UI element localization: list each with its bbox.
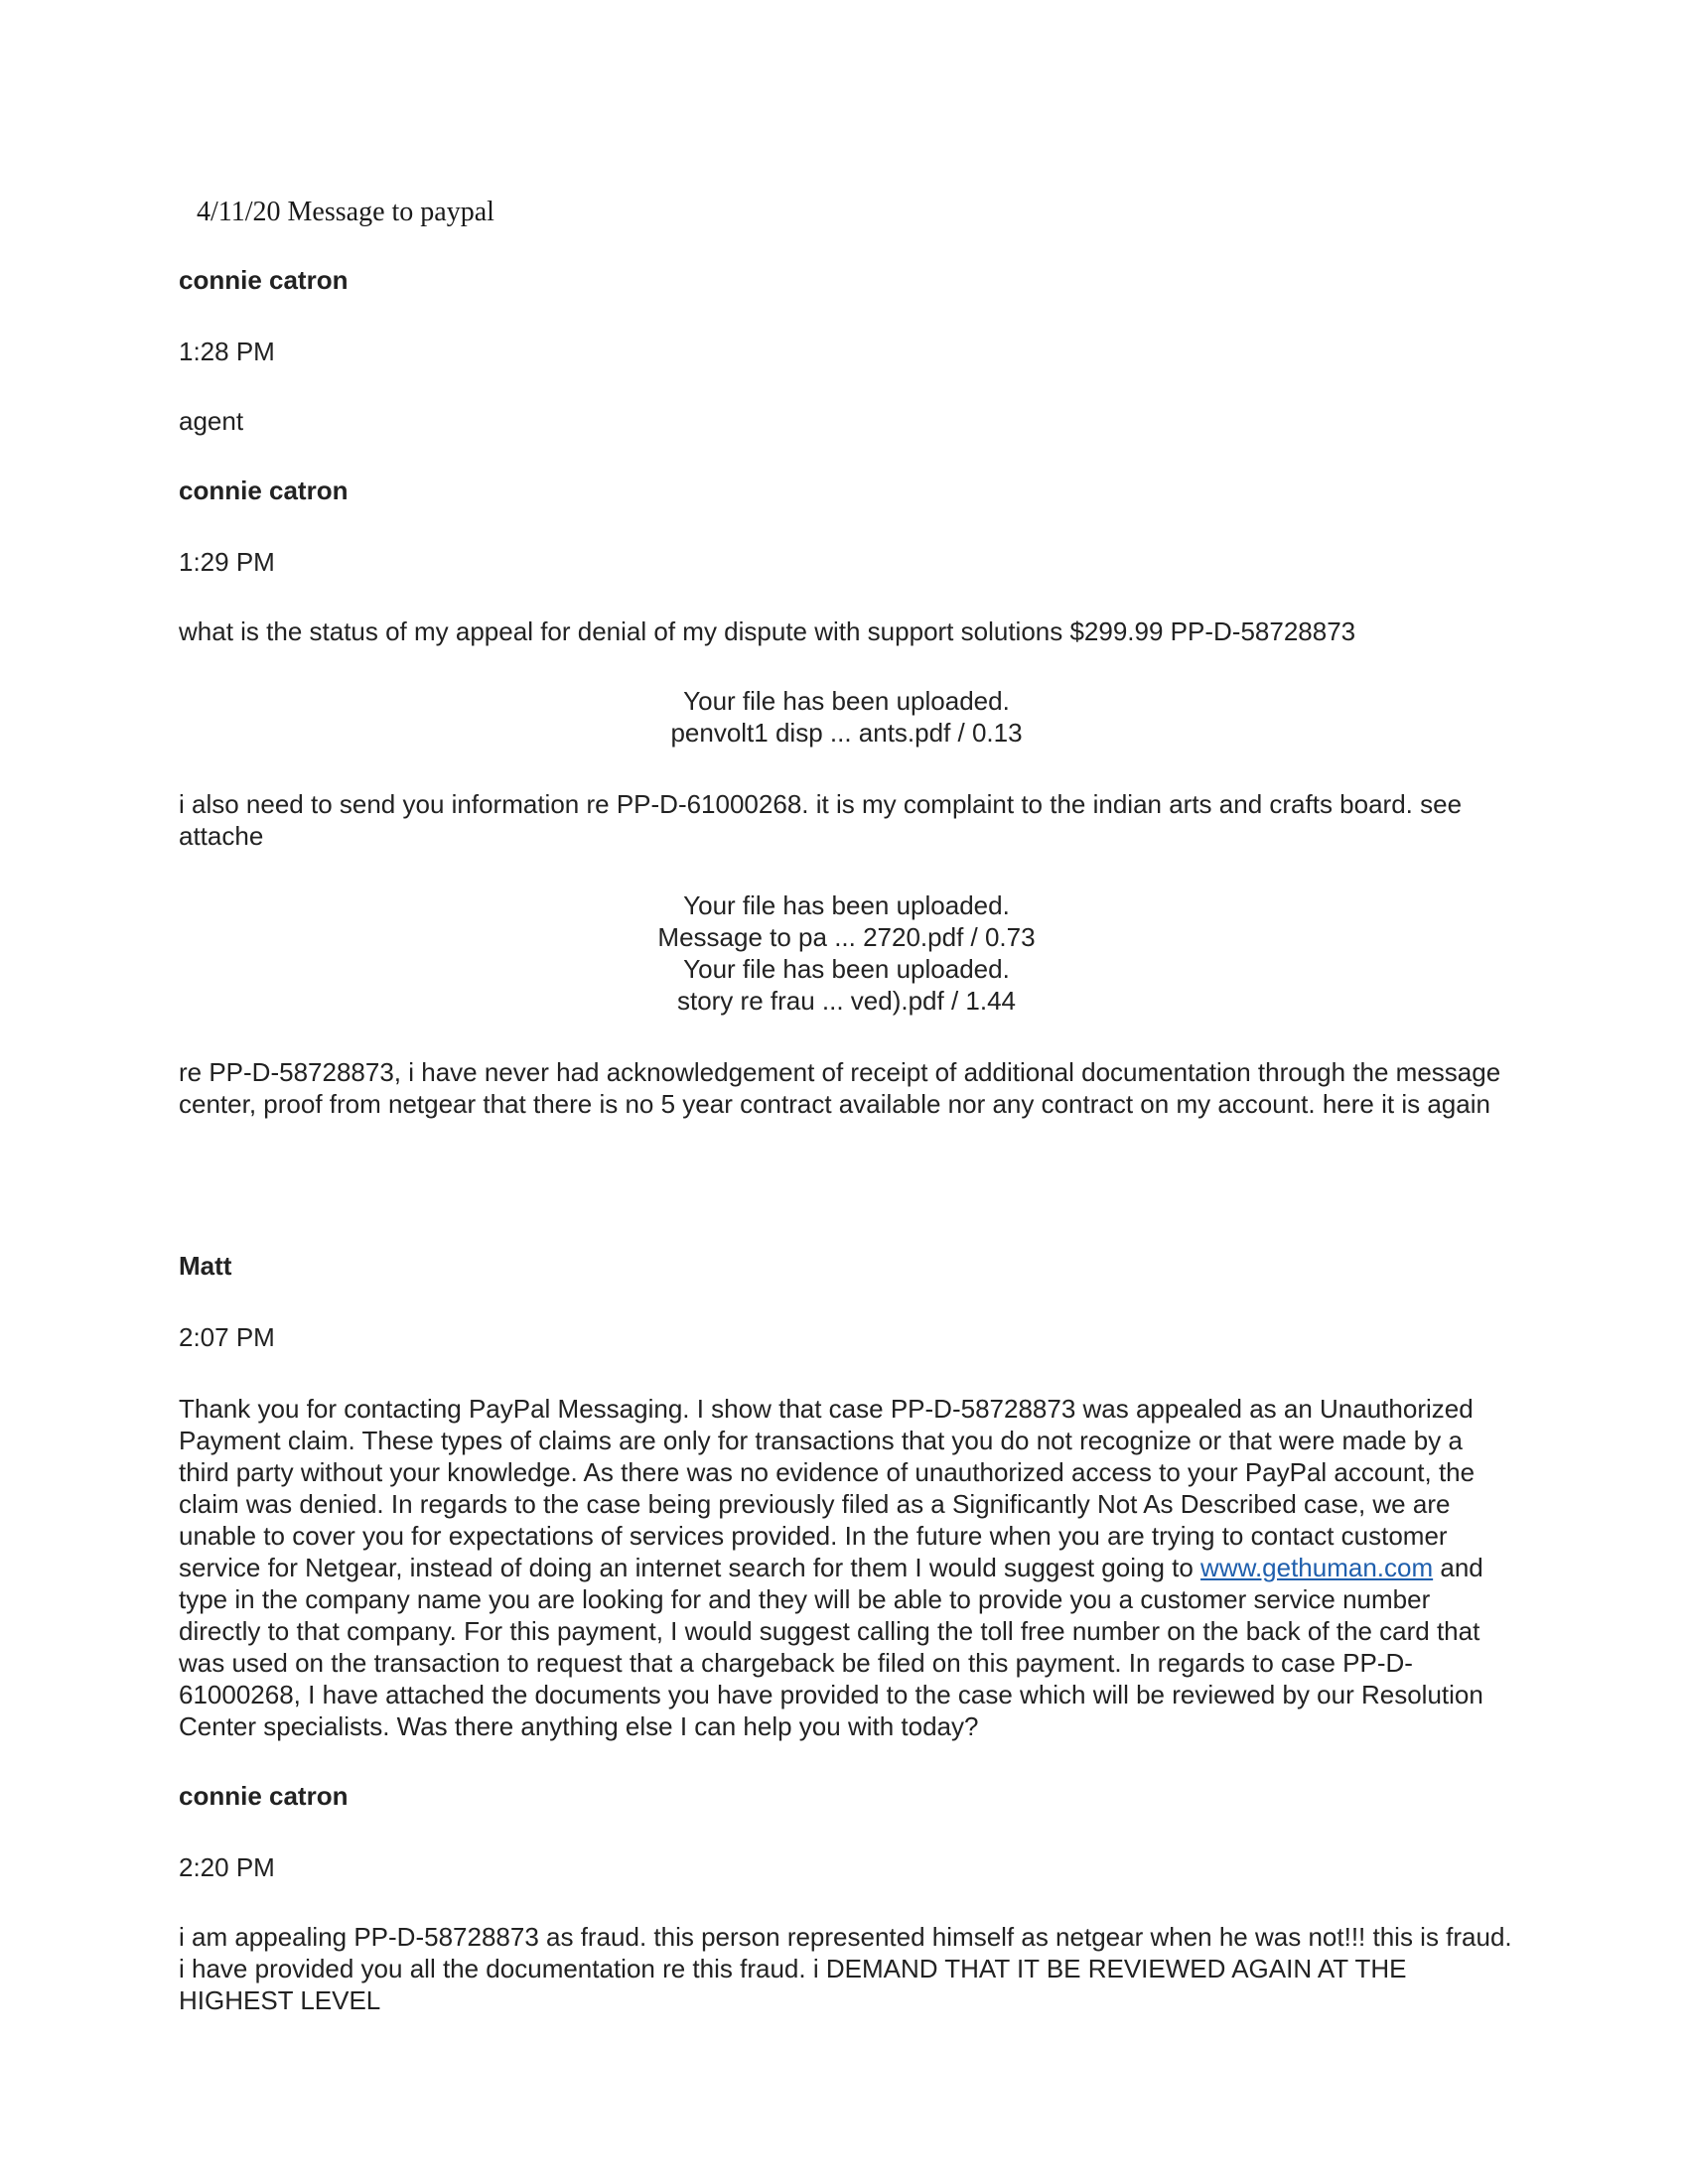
message-text: i am appealing PP-D-58728873 as fraud. this person represented himself as netgear when he was not!!! this is fraud. i have provided you all the documentation re this fraud. i DEMAND THAT IT BE REVIEWED AGAIN AT THE HIGHEST LEVEL: [179, 1922, 1512, 2015]
uploaded-file-link[interactable]: penvolt1 disp ... ants.pdf / 0.13: [670, 718, 1023, 748]
message-text: i also need to send you information re PP-D-61000268. it is my complaint to the indian arts and crafts board. see attache: [179, 789, 1463, 851]
message-sender: connie catron: [179, 1781, 349, 1811]
file-upload-notice: [179, 889, 1514, 1017]
message-text: [179, 1393, 1514, 1742]
uploaded-file-link[interactable]: story re frau ... ved).pdf / 1.44: [676, 986, 1017, 1016]
upload-status: Your file has been uploaded.: [683, 890, 1010, 920]
message-time: 2:20 PM: [179, 1852, 275, 1882]
message-time: 1:29 PM: [179, 547, 275, 577]
message-text-part: and type in the company name you are looking for and they will be able to provide you a customer service number directly to that company. For this payment, I would suggest calling the toll free number on the back of the card that was used on the transaction to request that a chargeback be filed on this payment. In regards to case PP-D-61000268, I have attached the documents you have provided to the case which will be reviewed by our Resolution Center specialists. Was there anything else I can help you with today?: [179, 1553, 1483, 1741]
upload-status: Your file has been uploaded.: [683, 686, 1010, 716]
message-time: 1:28 PM: [179, 337, 275, 366]
file-upload-notice: [179, 685, 1514, 749]
message-text: what is the status of my appeal for denial of my dispute with support solutions $299.99 PP-D-58728873: [179, 616, 1356, 646]
message-sender: Matt: [179, 1251, 232, 1281]
message-text-part: Thank you for contacting PayPal Messaging. I show that case PP-D-58728873 was appealed as an Unauthorized Payment claim. These types of claims are only for transactions that you do not recognize or that were made by a third party without your knowledge. As there was no evidence of unauthorized access to your PayPal account, the claim was denied. In regards to the case being previously filed as a Significantly Not As Described case, we are unable to cover you for expectations of services provided. In the future when you are trying to contact customer service for Netgear, instead of doing an internet search for them I would suggest going to: [179, 1394, 1476, 1582]
message-text: re PP-D-58728873, i have never had acknowledgement of receipt of additional documentation through the message center, proof from netgear that there is no 5 year contract available nor any contract on my account. here it is again: [179, 1057, 1501, 1119]
gethuman-link[interactable]: www.gethuman.com: [1200, 1553, 1434, 1582]
message-time: 2:07 PM: [179, 1322, 275, 1352]
message-text: agent: [179, 406, 244, 436]
message-sender: connie catron: [179, 265, 349, 295]
upload-status: Your file has been uploaded.: [683, 954, 1010, 984]
page-title: 4/11/20 Message to paypal: [197, 197, 494, 227]
message-transcript: [179, 264, 1514, 2016]
message-sender: connie catron: [179, 476, 349, 505]
uploaded-file-link[interactable]: Message to pa ... 2720.pdf / 0.73: [657, 922, 1036, 952]
